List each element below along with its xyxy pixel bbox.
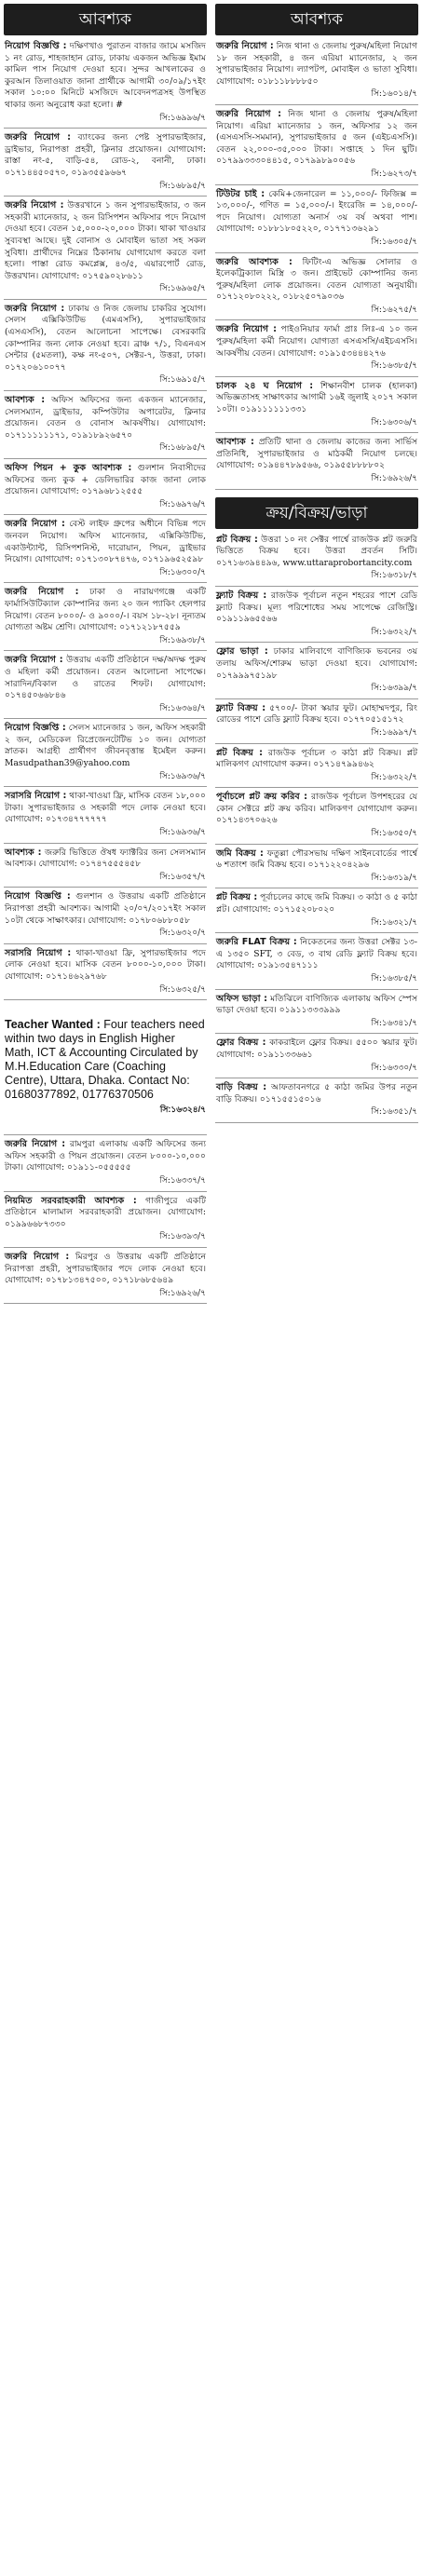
ad-heading: বাড়ি বিক্রয় :	[216, 1082, 267, 1093]
classified-ad	[215, 109, 418, 185]
ad-body: জরুরি ভিত্তিতে ঔষধ ফ্যাক্টরির জন্য সেলসম্যান আবশ্যক। যোগাযোগ: ০১৭৪৭৫৫৫৪৫৮	[5, 847, 206, 870]
ad-code: সি:১৬২৭৫/৭	[371, 305, 417, 315]
classified-ad	[215, 937, 418, 989]
ad-code: সি:১৬৩৩০/৭	[371, 1063, 417, 1073]
ad-heading: সরাসরি নিয়োগ :	[5, 791, 67, 802]
ad-heading: জমি বিক্রয় :	[216, 847, 264, 859]
ad-body: পাইওনিয়ার ফার্মা প্রাঃ লিঃ-এ ১০ জন পুরুষ/মহিলা কর্মী নিয়োগ। যোগ্যতা এসএসসি/এইচএসসি। আকর্ষণীয় বেতন। যোগাযোগ: ০১৯১৫৩৪৪৪২৭৬	[216, 324, 417, 359]
ad-body: গুলশান নিবাসীদের অফিসের জন্য কুক + ডেলিভারির কাজ জানা লোক প্রয়োজন। যোগাযোগ: ০১৭৯৬৮১২৫৫৫	[5, 463, 206, 497]
classified-ad	[215, 1082, 418, 1123]
ad-heading: নিয়োগ বিজ্ঞপ্তি :	[5, 41, 67, 51]
ad-code: সি:১৬৩৮৫/৭	[371, 361, 417, 372]
section-header-buy-sell-rent: ক্রয়/বিক্রয়/ভাড়া	[215, 497, 418, 529]
ad-body: নিজ থানা ও জেলায় পুরুষ/মহিলা নিয়োগ। এরিয়া ম্যানেজার ১ জন, অফিসার ১২ জন (এসএসসি-সমমান), সুপারভাইজার ৫ জন (এইচএসসি)। বেতন ২২,০০০-৩৫,০০০ টাকা। সপ্তাহে ১ দিন ছুটি। ০১৭৯৯৩৩৩০৪৪১৫, ০১৭৯৯৮৯০০৫৬	[216, 108, 418, 167]
ad-heading: ফ্লোর ভাড়া :	[216, 646, 268, 658]
ad-code: সি:১৬৯৬৫/৭	[159, 284, 206, 294]
ad-heading: নিয়োগ বিজ্ঞপ্তি :	[5, 723, 66, 734]
ad-body: মিরপুর ও উত্তরায় একটি প্রতিষ্ঠানে নিরাপত্তা প্রহরী, সুপারভাইজার পদে লোক নেওয়া হবে। যোগাযোগ: ০১৭৮১৩৪৭৫০০, ০১৭১৮৬৮৫৬৪৯	[5, 1251, 206, 1286]
ad-heading: জরুরি FLAT বিক্রয় :	[216, 937, 297, 948]
english-ad-code: সি:১৬৩২৪/৭	[159, 1105, 206, 1115]
ad-code: সি:১৬৩২১/৭	[371, 917, 417, 928]
ad-heading: আবশ্যক :	[5, 847, 42, 858]
classifieds-page	[4, 4, 418, 2572]
ad-code: সি:১৬৮৯৫/৭	[159, 443, 206, 454]
ad-code: সি:১৬৯১৫/৭	[159, 375, 206, 386]
classified-ad	[215, 892, 418, 933]
classified-ad	[215, 535, 418, 587]
ad-body: উত্তরা ১০ নং সেক্টর পার্শ্বে রাজউক প্লট জরুরি ভিত্তিতে বিক্রয় হবে। উত্তরা প্রবর্তন সিটি। ০১৭১৬৩৯৪৪৯৬, www.uttaraprobortancity.com	[216, 534, 417, 568]
classified-ad	[215, 189, 418, 253]
ad-code: সি:১৬৩০৫/৭	[371, 237, 417, 247]
ad-code: সি:১৬৯৩৮/৭	[159, 635, 206, 645]
left-column	[4, 4, 207, 1308]
ad-heading: ফ্ল্যাট বিক্রয় :	[216, 702, 266, 713]
ad-code: সি:১৬৩২২/৭	[371, 627, 417, 637]
classified-ad	[4, 200, 207, 300]
ad-code: সি:১৬৯৯৭/৭	[371, 727, 417, 738]
right-ads-list	[215, 41, 418, 490]
classified-ad	[4, 41, 207, 129]
ad-body: প্রতিটি থানা ও জেলায় কাজের জন্য সার্ভিস প্রতিনিধি, সুপারভাইজার ও মাঠকর্মী নিয়োগ চলছে। যোগাযোগ: ০১৯৪৪৭৮৯৫৬৬, ০১৯৫৫৮৮৮৮০২	[216, 437, 417, 471]
ad-heading: চালক ২৪ ঘ নিয়োগ :	[216, 380, 314, 391]
ad-code: সি:১৬৩০০/৭	[159, 567, 206, 577]
ad-heading: জরুরি আবশ্যক :	[216, 256, 293, 267]
ad-heading: জরুরি নিয়োগ :	[5, 587, 79, 598]
classified-ad	[215, 257, 418, 321]
classified-ad	[4, 891, 207, 943]
classified-ad	[4, 519, 207, 583]
ad-code: সি:১৬৯৩৬/৭	[159, 828, 206, 838]
ad-body: ঢাকার মালিবাগে বাণিজ্যিক ভবনের ৩য় তলায় অফিস/শোরুম ভাড়া দেওয়া হবে। যোগাযোগ: ০১৭৯৯৯৭৫১৯৮	[216, 646, 417, 681]
ad-code: সি:১৬৯৩৬/৭	[159, 771, 206, 781]
classified-ad	[4, 304, 207, 391]
classified-ad	[215, 848, 418, 889]
ad-heading: জরুরি নিয়োগ :	[5, 1251, 70, 1262]
ad-heading: প্লট বিক্রয় :	[216, 747, 264, 758]
english-ad-head: Teacher Wanted :	[5, 1018, 101, 1032]
ad-body: ঢাকা ও নারায়ণগঞ্জে একটি ফার্মাসিউটিক্যাল কোম্পানির জন্য ২০ জন প্যাকিং হেলপার নিয়োগ। বেতন ৮০০০/- ও ৯০০০/-। বয়স ১৮-২৮। নূন্যতম যোগ্যতা অষ্টম শ্রেণি। যোগাযোগ: ০১৭১২১৮৭৫৫৯	[5, 587, 206, 633]
ad-body: গাজীপুরে একটি প্রতিষ্ঠানে মালামাল সরবরাহকারী প্রয়োজন। যোগাযোগ: ০১৯৯৬৬৮৭৩৩০	[5, 1195, 206, 1229]
ad-heading: আবশ্যক :	[5, 395, 46, 406]
classified-ad	[4, 723, 207, 787]
ad-heading: পূর্বাচলে প্লট ক্রয় করিব :	[216, 792, 308, 803]
english-ad-body: Four teachers need within two days in English Higher Math, ICT & Accounting Circulated by M.H.Education Care (Coaching Centre), Uttara, Dhaka. Contact No: 01680377892, 01776370506	[5, 1018, 205, 1102]
ad-code: সি:১৬৩১৮/৭	[371, 571, 417, 581]
classified-ad	[215, 1037, 418, 1078]
left-ads-list	[4, 41, 207, 1000]
ad-body: ফতুল্লা পৌরসভায় দক্ষিণ সাইনবোর্ডের পার্শ্বে ৬ শতাংশ জমি বিক্রয় হবে। ০১৭১২২০৪২৯৬	[216, 847, 417, 871]
ad-body: ফিটিং-এ অভিজ্ঞ সোলার ও ইলেকট্রিক্যাল মিস্ত্রি ৩ জন। প্রাইভেট কোম্পানির জন্য পুরুষ/মহিলা লোক প্রয়োজন। বেতন যোগ্যতা অনুযায়ী। ০১৭১২০৮০২২২, ০১৮২৫০৭৯০৩৬	[216, 256, 417, 303]
ad-code: সি:১৬৩২২/৭	[371, 772, 417, 782]
ad-heading: জরুরি নিয়োগ :	[5, 200, 64, 211]
right-column	[215, 4, 418, 1127]
ad-body: বেস্ট লাইফ গ্রুপের অধীনে বিভিন্ন পদে জনবল নিয়োগ। অফিস ম্যানেজার, এক্সিকিউটিভ, একাউন্ট্যান্ট, রিসিপশনিস্ট, দারোয়ান, পিয়ন, ড্রাইভার নিয়োগ। যোগাযোগ: ০১৭১৩০৮৭৪৭৬, ০১৭১৯৬৫২৫৯৮	[5, 519, 206, 565]
ad-code: সি:১৬৯২৬/৭	[159, 1288, 206, 1298]
ad-heading: ফ্লোর বিক্রয় :	[216, 1037, 266, 1049]
ad-heading: অফিস পিয়ন + কুক আবশ্যক :	[5, 463, 132, 473]
ad-body: অফিস অফিসের জন্য একজন ম্যানেজার, সেলসম্যান, ড্রাইভার, কম্পিউটার অপারেটর, ক্লিনার প্রয়োজন। বেতন ও বোনাস আকর্ষণীয়। যোগাযোগ: ০১৭১১১১১১৭১, ০১৯১৮৯২৬৫৭০	[5, 395, 206, 441]
ad-body: নিকেতনের জন্য উত্তরা সেক্টর ১৩-এ ১৩৫০ SFT, ৩ বেড, ৩ বাথ রেডি ফ্ল্যাট বিক্রয় হবে। যোগাযোগ: ০১৯১৩৫৪৭১১১	[216, 937, 417, 971]
classified-ad	[4, 948, 207, 1000]
ad-code: সি:১৬৩৫০/৭	[371, 829, 417, 839]
section-header-wanted-right: আবশ্যক	[215, 4, 418, 35]
ad-body: ঢাকায় ও নিজ জেলায় চাকরির সুযোগ। সেলস এক্সিকিউটিভ (এমএসসি), সুপারভাইজার (এসএসসি), বেতন আলোচনা সাপেক্ষে। বেসরকারি কোম্পানির জন্য লোক নেওয়া হবে। ব্রাঞ্চ ৭/১, বিএনএস সেন্টার (৫মতলা), কক্ষ নং-৫০৭, সেক্টর-৭, উত্তরা, ঢাকা। ০১৭২০৬১০০৭৭	[5, 303, 206, 373]
classified-ad	[215, 437, 418, 489]
ad-heading: নিয়মিত সরবরাহকারী আবশ্যক :	[5, 1195, 137, 1206]
ad-body: নিজ থানা ও জেলায় পুরুষ/মহিলা নিয়োগ ১৮ জন সহকারী, ৪ জন এরিয়া ম্যানেজার, ২ জন সুপারভাইজার নিয়োগ। ল্যাপটপ, মোবাইল ও ভাতা সুবিধা। যোগাযোগ: ০১৮১১৮৮৮৮৫০	[216, 41, 417, 87]
ad-code: সি:১৬৩২০/৭	[159, 929, 206, 939]
classified-ad	[4, 463, 207, 515]
ad-heading: জরুরি নিয়োগ :	[5, 303, 65, 314]
ad-code: সি:১৬০১৪/৭	[371, 89, 417, 100]
ad-heading: প্লট বিক্রয় :	[216, 534, 258, 545]
ad-heading: প্লট বিক্রয় :	[216, 892, 258, 903]
classified-ad	[215, 703, 418, 744]
ad-body: উত্তরায় একটি প্রতিষ্ঠানে দক্ষ/অদক্ষ পুরুষ ও মহিলা কর্মী প্রয়োজন। বেতন আলোচনা সাপেক্ষে। সারাদিন/বিকাল ও রাতের শিফট। যোগাযোগ: ০১৭৪৫০৬৬৮৪৬	[5, 655, 206, 701]
ad-code: সি:১৬৩১৯/৭	[371, 873, 417, 883]
ad-heading: জরুরি নিয়োগ :	[216, 108, 281, 119]
ad-code: সি:১৬৩৪১/৭	[371, 1018, 417, 1028]
classified-ad	[4, 1139, 207, 1191]
ad-body: আফতাবনগরে ৫ কাঠা জমির উপর নতুন বাড়ি বিক্রয়। ০১৭১৫৫১৫০১৬	[216, 1082, 417, 1105]
english-ad	[4, 1004, 207, 1135]
section-header-wanted-left: আবশ্যক	[4, 4, 207, 35]
ad-code: সি:১৬৯৭৬/৭	[159, 499, 206, 509]
ad-heading: জরুরি নিয়োগ :	[216, 41, 274, 51]
classified-ad	[215, 646, 418, 698]
ad-body: থাকা-খাওয়া ফ্রি, মাসিক বেতন ১৮,০০০ টাকা। সুপারভাইজার ও সহকারী পদে লোক নেওয়া হবে। যোগাযোগ: ০১৭৩৪৭৭৭৭৭৭	[5, 791, 206, 825]
classified-ad	[215, 324, 418, 376]
classified-ad	[4, 395, 207, 459]
ad-body: ব্যাংকের জন্য পেষ্ট সুপারভাইজার, ড্রাইভার, নিরাপত্তা প্রহরী, ক্লিনার প্রয়োজন। যোগাযোগ: রাস্তা নং-৫, বাড়ি-৫৪, রোড-২, বনানী, ঢাকা। ০১৭১৪৪৫০৫৭০, ০১৯৩৫৫৯৬৬৭	[5, 132, 207, 178]
ad-heading: সরাসরি নিয়োগ :	[5, 947, 72, 958]
ad-body: পূর্বাচলের কাছে জমি বিক্রয়। ৩ কাঠা ও ৫ কাঠা প্লট। যোগাযোগ: ০১৭১৫২০৮০২০	[216, 892, 417, 915]
classified-ad	[4, 1196, 207, 1248]
ad-code: সি:১৬৯২৬/৭	[371, 474, 417, 483]
ad-heading: জরুরি নিয়োগ :	[5, 1139, 66, 1150]
classified-ad	[4, 847, 207, 888]
classified-ad	[215, 41, 418, 105]
ad-body: দক্ষিণখাও পুরাতন বাজার জামে মসজিদ ১ নং রোড, শাহজাহান রোড, ঢাকায় একজন অভিজ্ঞ ইমাম কামিল পাস নিয়োগ দেওয়া হবে। সুন্দর আখলাকের ও কুরআন তিলাওয়াত জানা প্রার্থীকে আগামী ৩০/০৯/১৭ইং সকাল ১০:০০ মিনিটে মসজিদে আবেদনপত্রসহ উপস্থিত থাকার জন্য অনুরোধ করা হলো। #	[5, 41, 206, 110]
ad-code: সি:১৬৩০৬/৭	[371, 417, 417, 427]
classified-ad	[4, 587, 207, 651]
sale-section	[215, 497, 418, 1123]
ad-code: সি:১৬৯৯৬/৭	[159, 113, 206, 123]
ad-code: সি:১৬৩৮৫/৭	[371, 974, 417, 983]
ad-body: রাজউক পূর্বাচল উপশহরের যে কোন সেক্টরে প্লট ক্রয় করিব। মালিকগণ যোগাযোগ করুন। ০১৭১৪৩৭০৬২৬	[216, 792, 417, 826]
sale-ads-list	[215, 535, 418, 1123]
ad-heading: নিয়োগ বিজ্ঞপ্তি :	[5, 891, 71, 902]
ad-body: রাজউক পূর্বাচল ৩ কাঠা প্লট বিক্রয়। প্লট মালিকগণ যোগাযোগ করুন। ০১৭১৪৭৯৯৪৬২	[216, 747, 417, 770]
classified-ad	[215, 748, 418, 789]
ad-body: উত্তরখানে ১ জন সুপারভাইজার, ৩ জন সহকারী ম্যানেজার, ২ জন রিসিপশন অফিসার পদে নিয়োগ দেওয়া হবে। বেতন ১৫,০০০-২০,০০০ টাকা। থাকা খাওয়ার সুব্যবস্থা আছে। দুই বোনাস ও মোবাইল ভাতা সহ সকল সুবিধা। প্রার্থীদের নিম্নের ঠিকানায় যোগাযোগ করতে বলা হলো। পাস্তা রোড কমপ্লেক্স, ৪৩/৫, এয়ারপোর্ট রোড, উত্তরখান। যোগাযোগ: ০১৭৫৯০২৮৬১১	[5, 200, 206, 281]
ad-heading: জরুরি নিয়োগ :	[5, 655, 63, 666]
ad-code: সি:১৬৮৯৫/৭	[159, 181, 206, 191]
ad-body: রাজউক পূর্বাচল নতুন শহরের পাশে রেডি ফ্ল্যাট বিক্রয়। মূল্য পরিশোধের সময় সাপেক্ষে রেজিস্ট্রি। ০১৯১১৯৬৫৫৬৬	[216, 590, 417, 625]
ad-body: সেলস ম্যানেজার ১ জন, অফিস সহকারী ২ জন, মেডিকেল রিপ্রেজেনটেটিভ ১০ জন। যোগ্যতা স্নাতক। আগ্রহী প্রার্থীগণ জীবনবৃত্তান্ত ইমেইল করুন। Masudpathan39@yahoo.com	[5, 723, 206, 769]
ad-body: রামপুরা এলাকায় একটি অফিসের জন্য অফিস সহকারী ও পিয়ন প্রয়োজন। বেতন ৮০০০-১০,০০০ টাকা। যোগাযোগ: ০১৯১১-০৫৫৫৫৫	[5, 1139, 207, 1173]
ad-body: মতিঝিলে বাণিজ্যিক এলাকায় অফিস স্পেস ভাড়া দেওয়া হবে। ০১৯১১৩৩৩৯৯৯	[216, 993, 417, 1016]
ad-body: গুলশান ও উত্তরায় একটি প্রতিষ্ঠানে নিরাপত্তা প্রহরী আবশ্যক। আগামী ২০/০৭/২০১৭ইং সকাল ১০টা থেকে সাক্ষাৎকার। যোগাযোগ: ০১৭৮০৬৮৮০৫৮	[5, 891, 206, 926]
classified-ad	[215, 792, 418, 844]
ad-heading: অফিস ভাড়া :	[216, 993, 267, 1004]
ad-body: শিক্ষানবীশ চালক (হালকা) অভিজ্ঞতাসহ সাক্ষাৎকার আগামী ১৬ই জুলাই ২০১৭ সকাল ১০টা। ০১৯১১১১১১৩৩১	[216, 380, 417, 415]
classified-ad	[215, 590, 418, 643]
ad-body: থাকা-খাওয়া ফ্রি, সুপারভাইজার পদে লোক নেওয়া হবে। মাসিক বেতন ৮০০০-১০,০০০ টাকা। যোগাযোগ: ০১৭১৪৬২৯৭৬৮	[5, 947, 207, 982]
classified-ad	[4, 655, 207, 719]
ad-heading: জরুরি নিয়োগ :	[5, 132, 71, 143]
left-ads-after-list	[4, 1139, 207, 1304]
classified-ad	[4, 132, 207, 197]
classified-ad	[215, 994, 418, 1035]
ad-code: সি:১৬২৭৩/৭	[371, 169, 417, 179]
ad-code: সি:১৬৩৫১/৭	[371, 1107, 417, 1118]
ad-body: কেমি+জেনারেল = ১১,০০০/- ফিজিক্স = ১৩,০০০/-, গণিত = ১৫,০০০/-। ইংরেজি = ১৪,০০০/- পদে নিয়োগ। যোগ্যতা অনার্স ৩য় বর্ষ অথবা পাশ। যোগাযোগ: ০১৮৮১৮০৫২২০, ০১৭৭১৩৬২৯১	[216, 188, 417, 235]
ad-code: সি:১৬৩৯৩/৭	[159, 1232, 206, 1242]
ad-heading: জরুরি নিয়োগ :	[216, 324, 277, 335]
classified-ad	[4, 791, 207, 843]
ad-code: সি:১৬৩৬৪/৭	[159, 703, 206, 713]
ad-code: সি:১৬৩২৫/৭	[159, 984, 206, 995]
ad-heading: ফ্ল্যাট বিক্রয় :	[216, 590, 267, 601]
classified-ad	[215, 381, 418, 433]
ad-body: ৫৭০০/- টাকা স্কয়ার ফুট। মোহাম্মদপুর, রিং রোডের পাশে রেডি ফ্ল্যাট বিক্রয় হবে। ০১৭৭০৫১৫১৭২	[216, 702, 417, 725]
classified-ad	[4, 1252, 207, 1304]
ad-body: কাকরাইলে ফ্লোর বিক্রয়। ৫৫০০ স্কয়ার ফুট। যোগাযোগ: ০১৯১১৩৩৬৬১	[216, 1037, 418, 1060]
ad-code: সি:১৬৩৩৭/৭	[159, 1175, 206, 1186]
ad-heading: টিউটর চাই :	[216, 188, 265, 199]
ad-heading: জরুরি নিয়োগ :	[5, 519, 65, 530]
ad-code: সি:১৬৩৯৯/৭	[371, 684, 417, 694]
ad-heading: আবশ্যক :	[216, 437, 254, 448]
ad-code: সি:১৬৩৫৭/৭	[159, 872, 206, 882]
